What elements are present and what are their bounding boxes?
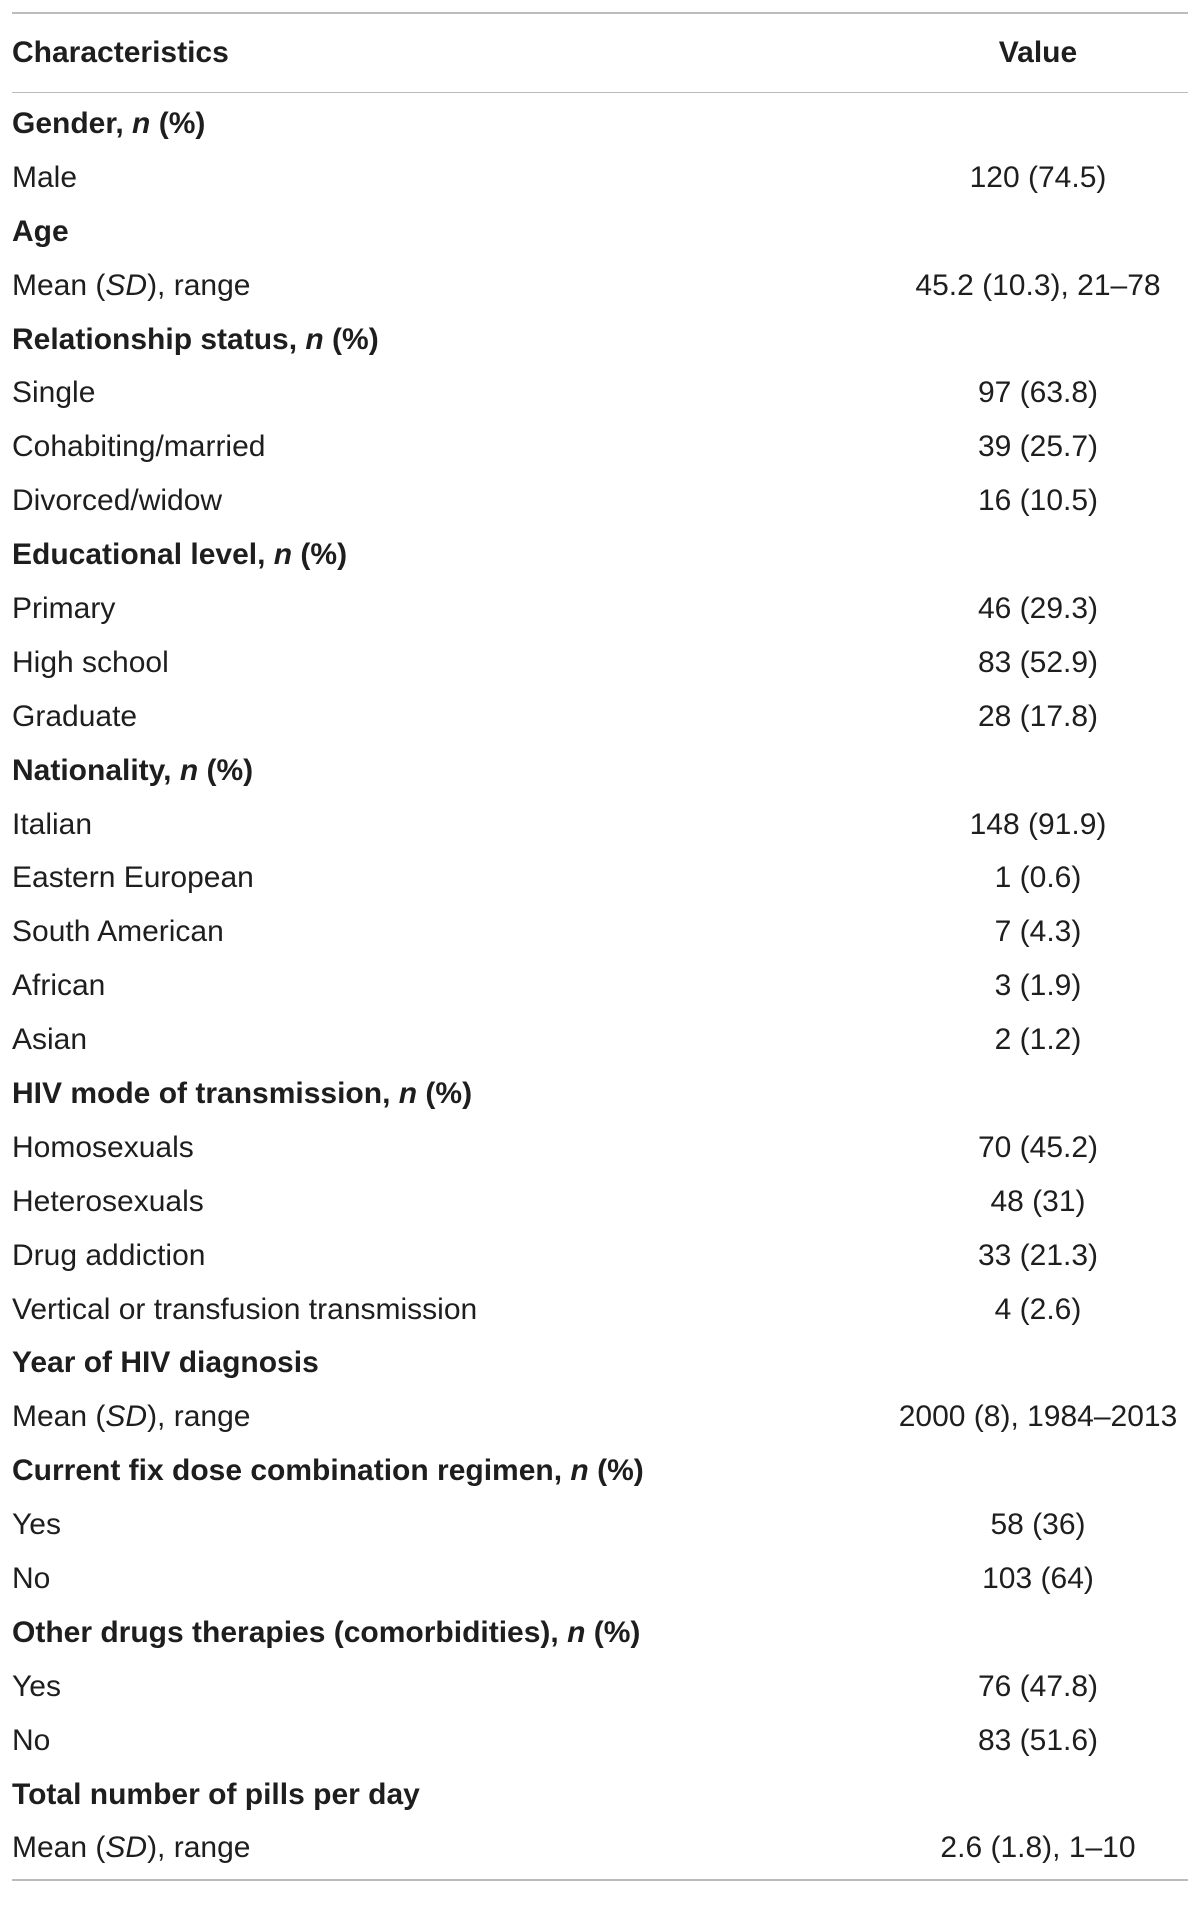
label-italic-text: n: [179, 753, 199, 787]
label-text: Eastern European: [12, 861, 254, 895]
row-label: [12, 1561, 888, 1595]
table-row: [12, 690, 1188, 744]
label-text: Vertical or transfusion transmission: [12, 1292, 478, 1326]
row-label: [12, 378, 888, 408]
label-italic-text: n: [567, 1615, 586, 1649]
section-label: [12, 540, 888, 570]
table-row: [12, 798, 1188, 852]
label-text: African: [12, 969, 106, 1003]
section-row: [12, 1606, 1188, 1660]
label-text: Asian: [12, 1023, 88, 1057]
section-row: [12, 313, 1188, 367]
table-row: [12, 474, 1188, 528]
label-text: HIV mode of transmission,: [12, 1076, 399, 1110]
row-value: 97 (63.8): [977, 376, 1099, 410]
table-row: [12, 1498, 1188, 1552]
label-italic-text: SD: [105, 268, 148, 302]
row-label: [12, 971, 888, 1001]
row-value: 58 (36): [990, 1508, 1086, 1542]
row-value: 39 (25.7): [977, 430, 1099, 464]
row-label: [12, 432, 888, 462]
section-label: [12, 1615, 888, 1649]
label-suffix-text: (%): [323, 322, 379, 356]
section-row: [12, 97, 1188, 151]
row-value: 16 (10.5): [977, 484, 1099, 518]
characteristics-table: [12, 12, 1188, 1881]
row-value: 103 (64): [982, 1561, 1094, 1595]
table-bottom-rule: [12, 1879, 1188, 1881]
section-label: [12, 214, 888, 248]
label-italic-text: n: [273, 538, 293, 572]
table-row: [12, 959, 1188, 1013]
row-label: [12, 160, 888, 194]
row-value: 76 (47.8): [977, 1669, 1099, 1703]
section-row: [12, 205, 1188, 259]
label-text: Heterosexuals: [12, 1184, 204, 1218]
row-value: 7 (4.3): [994, 915, 1082, 949]
section-label: [12, 1348, 888, 1378]
row-value: 4 (2.6): [994, 1292, 1082, 1326]
section-row: [12, 1336, 1188, 1390]
row-value: 120 (74.5): [969, 160, 1107, 194]
section-label: [12, 322, 888, 356]
table-row: [12, 151, 1188, 205]
table-row: [12, 1121, 1188, 1175]
row-label: [12, 591, 888, 625]
row-value: 3 (1.9): [994, 969, 1082, 1003]
row-label: [12, 1184, 888, 1218]
label-text: Relationship status,: [12, 322, 306, 356]
label-suffix-text: ), range: [147, 268, 251, 302]
label-suffix-text: (%): [292, 538, 348, 572]
label-text: Nationality,: [12, 753, 180, 787]
section-row: [12, 744, 1188, 798]
header-value: Value: [998, 36, 1078, 69]
label-text: South American: [12, 915, 224, 949]
table-row: [12, 259, 1188, 313]
label-text: Italian: [12, 807, 93, 841]
table-row: [12, 1175, 1188, 1229]
label-text: Total number of pills per day: [12, 1777, 420, 1811]
table-row: [12, 905, 1188, 959]
label-italic-text: n: [305, 322, 324, 356]
row-value: 70 (45.2): [977, 1130, 1099, 1164]
row-value: 83 (51.6): [977, 1723, 1099, 1757]
section-row: [12, 1067, 1188, 1121]
row-label: [12, 1510, 888, 1540]
label-suffix-text: ), range: [147, 1831, 251, 1865]
label-suffix-text: (%): [198, 753, 254, 787]
row-label: [12, 486, 888, 516]
label-italic-text: SD: [105, 1400, 148, 1434]
row-value: 2 (1.2): [994, 1023, 1082, 1057]
label-text: Yes: [12, 1669, 61, 1703]
row-value: 2.6 (1.8), 1–10: [940, 1831, 1136, 1865]
row-label: [12, 699, 888, 733]
header-characteristics: Characteristics: [12, 36, 229, 69]
label-text: No: [12, 1561, 51, 1595]
label-text: High school: [12, 645, 169, 679]
row-label: [12, 917, 888, 947]
row-label: [12, 1669, 888, 1703]
table-row: [12, 1013, 1188, 1067]
label-text: Educational level,: [12, 538, 274, 572]
label-text: Divorced/widow: [12, 484, 223, 518]
table-row: [12, 1822, 1188, 1876]
table-row: [12, 582, 1188, 636]
label-text: Gender,: [12, 106, 133, 140]
section-row: [12, 1444, 1188, 1498]
table-row: [12, 636, 1188, 690]
label-text: Homosexuals: [12, 1130, 194, 1164]
row-value: 28 (17.8): [977, 699, 1099, 733]
table-row: [12, 1229, 1188, 1283]
row-value: 1 (0.6): [994, 861, 1082, 895]
label-text: Mean (: [12, 268, 106, 302]
table-row: [12, 1390, 1188, 1444]
row-label: [12, 645, 888, 679]
label-italic-text: SD: [105, 1831, 148, 1865]
section-label: [12, 753, 888, 787]
label-text: Drug addiction: [12, 1238, 206, 1272]
table-header-row: [12, 14, 1188, 92]
row-label: [12, 268, 888, 302]
label-suffix-text: (%): [150, 106, 206, 140]
label-suffix-text: ), range: [147, 1400, 251, 1434]
row-value: 2000 (8), 1984–2013: [898, 1400, 1178, 1434]
label-text: Other drugs therapies (comorbidities),: [12, 1615, 568, 1649]
row-label: [12, 1238, 888, 1272]
row-label: [12, 1130, 888, 1164]
section-label: [12, 1456, 888, 1486]
table-row: [12, 420, 1188, 474]
row-label: [12, 1025, 888, 1055]
label-text: Current fix dose combination regimen,: [12, 1454, 571, 1488]
row-label: [12, 1292, 888, 1326]
table-row: [12, 1714, 1188, 1768]
section-label: [12, 1777, 888, 1811]
table-row: [12, 366, 1188, 420]
table-row: [12, 851, 1188, 905]
section-row: [12, 1768, 1188, 1822]
label-suffix-text: (%): [588, 1454, 644, 1488]
label-suffix-text: (%): [417, 1076, 473, 1110]
label-text: Single: [12, 376, 96, 410]
label-text: Male: [12, 160, 78, 194]
row-value: 33 (21.3): [977, 1238, 1099, 1272]
row-label: [12, 863, 888, 893]
label-text: Mean (: [12, 1400, 106, 1434]
section-row: [12, 528, 1188, 582]
row-value: 83 (52.9): [977, 645, 1099, 679]
table-body: [12, 93, 1188, 1879]
label-text: Mean (: [12, 1831, 106, 1865]
row-label: [12, 807, 888, 841]
row-value: 148 (91.9): [969, 807, 1107, 841]
label-suffix-text: (%): [585, 1615, 641, 1649]
label-text: Cohabiting/married: [12, 430, 266, 464]
row-value: 45.2 (10.3), 21–78: [915, 268, 1161, 302]
label-text: No: [12, 1723, 51, 1757]
label-italic-text: n: [132, 106, 151, 140]
row-label: [12, 1833, 888, 1863]
table-row: [12, 1660, 1188, 1714]
label-text: Year of HIV diagnosis: [12, 1346, 319, 1380]
row-value: 48 (31): [990, 1184, 1086, 1218]
section-label: [12, 1076, 888, 1110]
row-label: [12, 1723, 888, 1757]
section-label: [12, 106, 888, 140]
table-row: [12, 1552, 1188, 1606]
label-text: Primary: [12, 591, 116, 625]
label-italic-text: n: [570, 1454, 589, 1488]
label-italic-text: n: [398, 1076, 418, 1110]
label-text: Yes: [12, 1508, 61, 1542]
row-label: [12, 1402, 888, 1432]
label-text: Age: [12, 214, 69, 248]
label-text: Graduate: [12, 699, 138, 733]
table-row: [12, 1283, 1188, 1337]
row-value: 46 (29.3): [977, 591, 1099, 625]
